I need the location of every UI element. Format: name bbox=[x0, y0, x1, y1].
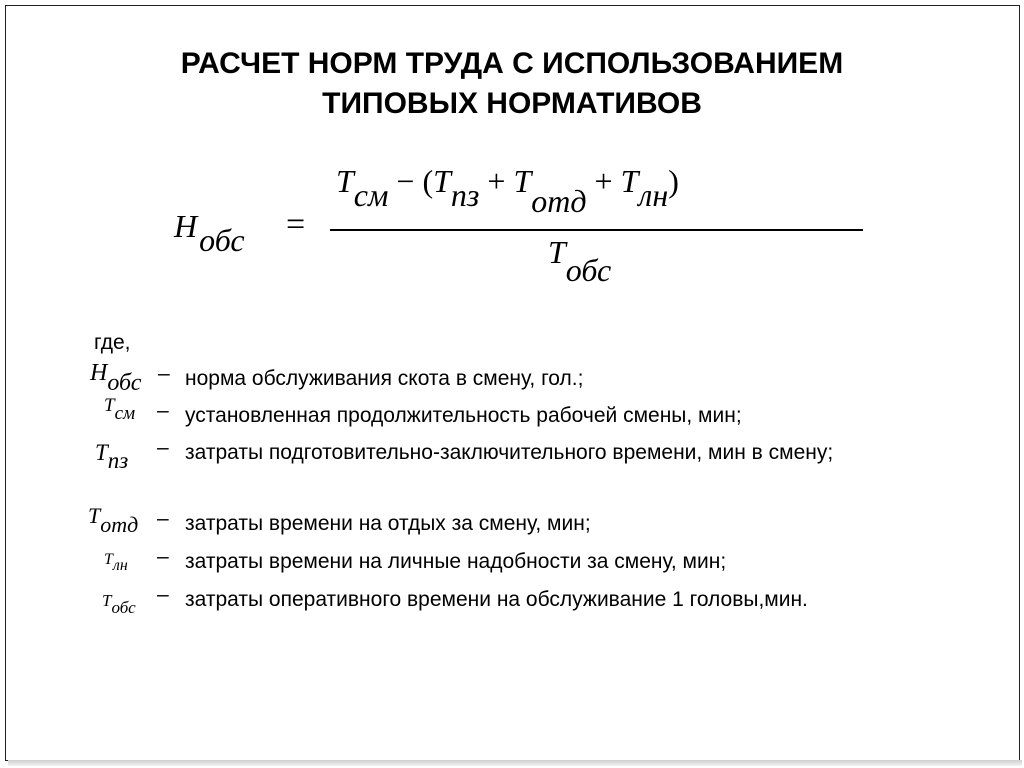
legend-text: норма обслуживания скота в смену, гол.; bbox=[185, 367, 584, 390]
slide-shadow bbox=[8, 760, 1022, 766]
slide-title bbox=[0, 44, 1024, 124]
title-line-2: ТИПОВЫХ НОРМАТИВОВ bbox=[322, 87, 702, 120]
num-t1: T bbox=[336, 163, 354, 199]
num-t3: T bbox=[513, 163, 532, 199]
fraction-bar bbox=[330, 229, 863, 231]
den-subscript: обс bbox=[565, 252, 612, 288]
num-t4: T bbox=[620, 163, 639, 199]
formula-denominator bbox=[548, 234, 612, 288]
legend-dash: – bbox=[157, 545, 169, 568]
num-open-paren: ( bbox=[422, 163, 434, 199]
legend-symbol: Tпз bbox=[95, 440, 129, 473]
num-t1-sub: см bbox=[353, 177, 389, 213]
num-t2-sub: пз bbox=[450, 177, 480, 213]
num-t3-sub: отд bbox=[531, 183, 587, 219]
num-close-paren: ) bbox=[668, 163, 679, 199]
num-t4-sub: лн bbox=[638, 177, 669, 213]
title-line-1: РАСЧЕТ НОРМ ТРУДА С ИСПОЛЬЗОВАНИЕМ bbox=[180, 47, 844, 80]
num-t2: T bbox=[433, 163, 451, 199]
legend-dash: – bbox=[157, 436, 169, 459]
legend-dash: – bbox=[157, 399, 169, 422]
legend-symbol: Tлн bbox=[104, 551, 128, 574]
num-minus: − bbox=[396, 163, 415, 199]
formula-lhs-symbol: H bbox=[174, 208, 198, 244]
legend-text: затраты оперативного времени на обслуживание 1 головы,мин. bbox=[185, 588, 808, 611]
num-plus-2: + bbox=[594, 163, 613, 199]
legend-text: затраты времени на отдых за смену, мин; bbox=[185, 512, 591, 535]
num-plus-1: + bbox=[487, 163, 506, 199]
formula-equals: = bbox=[286, 206, 306, 243]
formula-lhs bbox=[174, 208, 245, 258]
formula-numerator bbox=[336, 163, 679, 219]
legend-dash: – bbox=[158, 362, 170, 385]
legend-dash: – bbox=[157, 583, 169, 606]
legend-dash: – bbox=[157, 507, 169, 530]
den-symbol: T bbox=[548, 234, 566, 270]
legend-text: затраты времени на личные надобности за смену, мин; bbox=[185, 550, 727, 573]
legend-text: затраты подготовительно-заключительного времени, мин в смену; bbox=[185, 441, 834, 464]
legend-symbol: Tсм bbox=[104, 395, 136, 424]
formula-lhs-subscript: обс bbox=[199, 222, 245, 258]
where-label: где, bbox=[94, 331, 131, 354]
legend-symbol: Hобс bbox=[90, 360, 142, 396]
legend-symbol: Tотд bbox=[88, 503, 139, 537]
legend-text: установленная продолжительность рабочей смены, мин; bbox=[185, 404, 742, 427]
legend-symbol: Tобс bbox=[102, 591, 136, 617]
